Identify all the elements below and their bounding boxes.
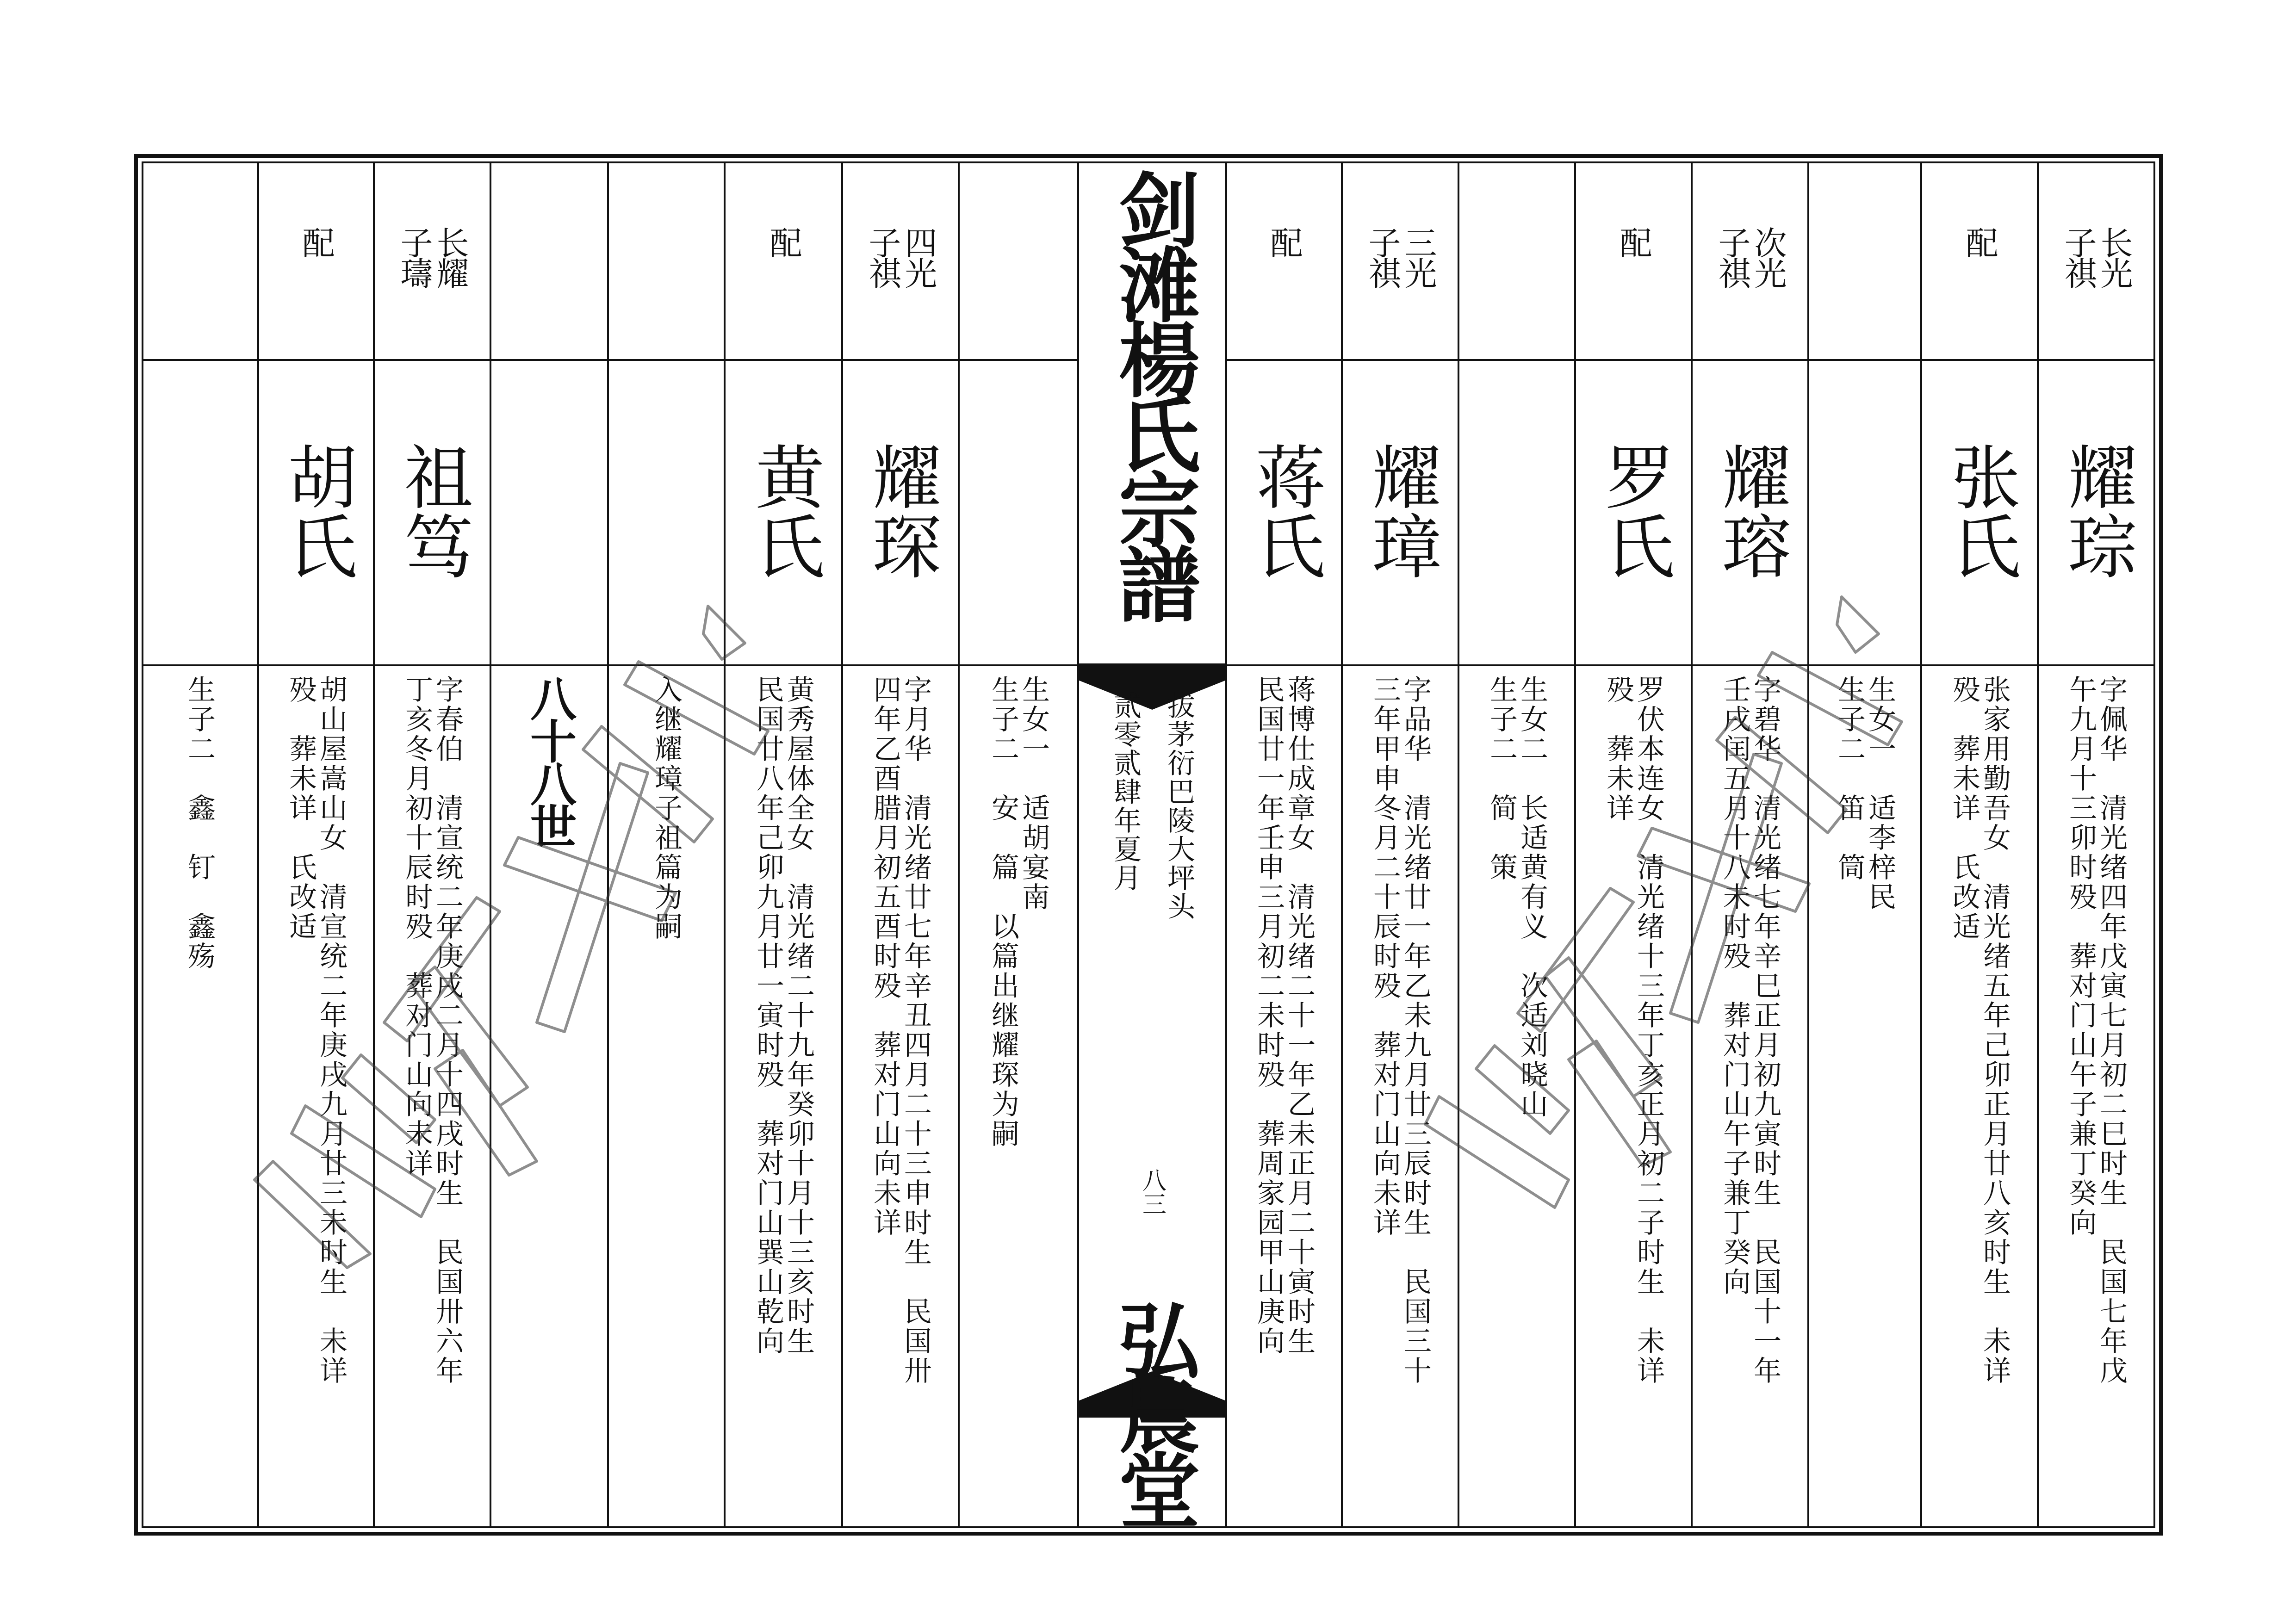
person-name: 耀瑢 xyxy=(1710,441,1790,580)
column-left-3 xyxy=(491,161,607,1528)
entry-text: 字春伯 清宣统二年庚戌二月十四戌时生 民国卅六年 丁亥冬月初十辰时殁 葬对门山向未详 xyxy=(401,675,464,1386)
relation-label: 长耀 子璹 xyxy=(395,226,469,287)
column-right-2 xyxy=(1459,161,1574,1528)
relation-label: 次光 子祺 xyxy=(1713,226,1787,287)
entry-text: 字品华 清光绪廿一年乙未九月廿三辰时生 民国三十 三年甲申冬月二十辰时殁 葬对门山向未详 xyxy=(1369,675,1432,1386)
column-left-1 xyxy=(259,161,373,1528)
column-left-7 xyxy=(960,161,1077,1528)
entry-text: 生子二 鑫 钉 鑫殇 xyxy=(183,675,216,971)
person-name: 耀琛 xyxy=(860,441,941,580)
entry-text: 胡山屋嵩山女 清宣统二年庚戌九月廿三未时生 未详 殁 葬未详 氏改适 xyxy=(285,675,348,1386)
person-name: 蒋氏 xyxy=(1244,441,1324,580)
hall-name: 弘農堂 xyxy=(1105,1299,1200,1524)
entry-text: 罗伏本连女 清光绪十三年丁亥正月初二子时生 未详 殁 葬未详 xyxy=(1602,675,1665,1386)
column-right-4 xyxy=(1693,161,1807,1528)
center-spine xyxy=(1078,161,1226,1528)
person-name: 胡氏 xyxy=(276,441,356,580)
compile-date: 贰零贰肆年夏月 xyxy=(1109,691,1142,892)
entry-text: 生女二 长适黄有义 次适刘晓山 生子二 简 策 xyxy=(1485,675,1548,1119)
column-right-0 xyxy=(1227,161,1341,1528)
person-name: 耀璋 xyxy=(1360,441,1440,580)
entry-text: 字碧华 清光绪七年辛巳正月初九寅时生 民国十一年 壬戌闰五月十八未时殁 葬对门山午子兼丁癸向 xyxy=(1719,675,1781,1386)
entry-text: 字佩华 清光绪四年戊寅七月初二巳时生 民国七年戊 午九月十三卯时殁 葬对门山午子兼丁癸向 xyxy=(2065,675,2128,1386)
entry-text: 黄秀屋体全女 清光绪二十九年癸卯十月十三亥时生 民国廿八年己卯九月廿一寅时殁 葬对门山巽山乾向 xyxy=(752,675,815,1356)
entry-text: 生女一 适李梓民 生子二 笛 筒 xyxy=(1833,675,1896,912)
column-right-1 xyxy=(1343,161,1458,1528)
relation-label: 配 xyxy=(1265,226,1303,257)
entry-text: 生女一 适胡宴南 生子二 安 篇 以篇出继耀琛为嗣 xyxy=(987,675,1050,1149)
column-left-5 xyxy=(726,161,841,1528)
relation-label: 配 xyxy=(764,226,802,257)
relation-label: 三光 子祺 xyxy=(1363,226,1437,287)
person-name: 耀琮 xyxy=(2056,441,2136,580)
entry-text: 字月华 清光绪廿七年辛丑四月二十三申时生 民国卅 四年乙酉腊月初五酉时殁 葬对门山向未详 xyxy=(869,675,932,1386)
column-left-4 xyxy=(609,161,724,1528)
column-left-2 xyxy=(375,161,490,1528)
column-left-0 xyxy=(142,161,257,1528)
generation-label: 八十八世 xyxy=(522,675,577,845)
page-number: 八三 xyxy=(1138,1168,1166,1216)
relation-label: 配 xyxy=(1614,226,1652,257)
entry-text: 入继耀璋子祖篇为嗣 xyxy=(650,675,683,942)
column-right-6 xyxy=(1922,161,2037,1528)
column-left-6 xyxy=(843,161,958,1528)
person-name: 张氏 xyxy=(1939,441,2020,580)
origin-line: 拔茅衍巴陵大坪头 xyxy=(1163,691,1195,921)
relation-label: 长光 子祺 xyxy=(2059,226,2133,287)
relation-label: 四光 子祺 xyxy=(863,226,937,287)
person-name: 黄氏 xyxy=(743,441,824,580)
entry-text: 蒋博仕成章女 清光绪二十一年乙未正月二十寅时生 民国廿一年壬申三月初二未时殁 葬周家园甲山庚向 xyxy=(1253,675,1316,1356)
person-name: 祖笃 xyxy=(392,441,472,580)
column-right-5 xyxy=(1809,161,1920,1528)
column-right-3 xyxy=(1576,161,1691,1528)
book-title: 剑滩楊氏宗譜 xyxy=(1105,168,1200,618)
column-right-7 xyxy=(2039,161,2153,1528)
relation-label: 配 xyxy=(297,226,335,257)
entry-text: 张家用勤吾女 清光绪五年己卯正月廿八亥时生 未详 殁 葬未详 氏改适 xyxy=(1948,675,2011,1386)
person-name: 罗氏 xyxy=(1593,441,1674,580)
relation-label: 配 xyxy=(1961,226,1998,257)
